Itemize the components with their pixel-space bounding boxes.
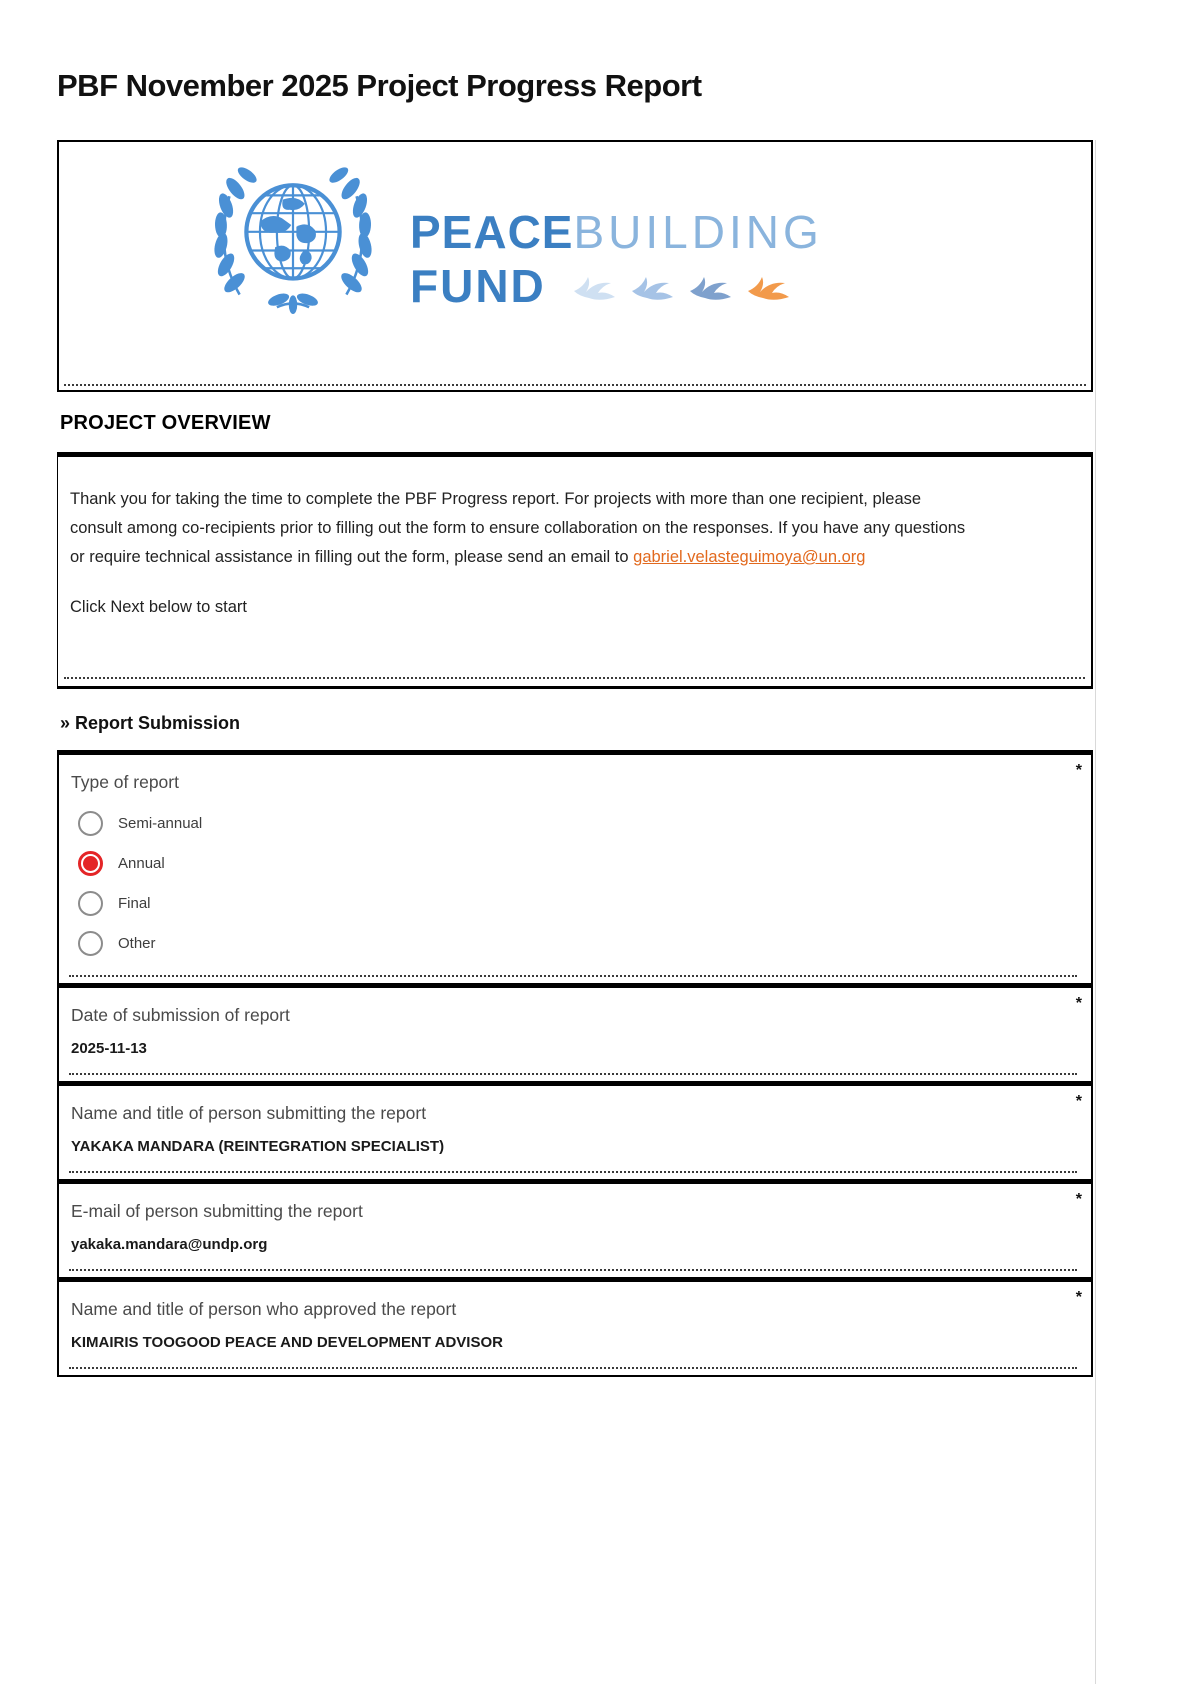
required-asterisk: * (1075, 1093, 1082, 1110)
logo-wordmark (410, 179, 823, 311)
dove-orange-icon (744, 268, 790, 304)
radio-option-semi-annual[interactable] (71, 803, 1077, 843)
radio-option-annual[interactable] (71, 843, 1077, 883)
required-asterisk: * (1075, 995, 1082, 1012)
section-heading-report-submission: » Report Submission (60, 713, 241, 733)
page-title: PBF November 2025 Project Progress Report (57, 68, 702, 103)
project-overview-heading: PROJECT OVERVIEW (60, 412, 271, 434)
dove-medium-blue-icon (628, 268, 674, 304)
un-emblem-icon (204, 152, 382, 337)
radio-group-type-of-report (71, 803, 1077, 963)
question-label: Name and title of person submitting the report (71, 1103, 427, 1123)
question-label: Name and title of person who approved the report (71, 1299, 457, 1319)
question-label: Date of submission of report (71, 1005, 290, 1025)
question-approver-name-title (59, 1277, 1091, 1377)
radio-label: Other (118, 934, 156, 952)
overview-intro-body: Thank you for taking the time to complete the PBF Progress report. For projects with more than one recipient, please consult among co-recipients prior to filling out the form to ensure collaboration on the responses. If you have any questions or require technical assistance in filling out the form, please send an email to (70, 490, 966, 566)
question-label: E-mail of person submitting the report (71, 1201, 363, 1221)
logo-word-building: BUILDING (573, 205, 823, 258)
radio-label: Final (118, 894, 151, 912)
click-next-hint: Click Next below to start (70, 598, 247, 616)
question-dotted-divider (69, 975, 1077, 977)
question-label: Type of report (71, 772, 179, 792)
question-dotted-divider (69, 1171, 1077, 1173)
required-asterisk: * (1075, 762, 1082, 779)
answer-date-of-submission: 2025-11-13 (71, 1040, 147, 1057)
radio-final-icon[interactable] (78, 891, 103, 916)
answer-approver-name-title: KIMAIRIS TOOGOOD PEACE AND DEVELOPMENT ADVISOR (71, 1334, 503, 1351)
overview-intro-text (70, 485, 975, 572)
dove-icons (570, 268, 790, 304)
logo-box-dotted-divider (64, 384, 1086, 386)
question-date-of-submission (59, 983, 1091, 1075)
radio-option-final[interactable] (71, 883, 1077, 923)
answer-submitter-email: yakaka.mandara@undp.org (71, 1236, 268, 1253)
question-dotted-divider (69, 1269, 1077, 1271)
question-submitter-email (59, 1179, 1091, 1271)
question-dotted-divider (69, 1073, 1077, 1075)
overview-box-dotted-divider (64, 677, 1085, 679)
radio-semi-annual-icon[interactable] (78, 811, 103, 836)
radio-label: Annual (118, 854, 165, 872)
required-asterisk: * (1075, 1191, 1082, 1208)
question-dotted-divider (69, 1367, 1077, 1369)
dove-dark-blue-icon (686, 268, 732, 304)
form-container-right-border (1095, 140, 1096, 1684)
question-type-of-report (59, 750, 1091, 977)
radio-option-other[interactable] (71, 923, 1077, 963)
peacebuilding-fund-logo (204, 152, 823, 337)
question-blocks (57, 750, 1093, 1377)
radio-annual-selected-icon[interactable] (78, 851, 103, 876)
logo-word-fund: FUND (410, 259, 546, 312)
support-email-link[interactable]: gabriel.velasteguimoya@un.org (633, 548, 866, 566)
project-overview-box (57, 452, 1093, 689)
radio-label: Semi-annual (118, 814, 203, 832)
radio-other-icon[interactable] (78, 931, 103, 956)
logo-word-peace: PEACE (410, 205, 574, 258)
dove-light-blue-icon (570, 268, 616, 304)
answer-submitter-name-title: YAKAKA MANDARA (REINTEGRATION SPECIALIST) (71, 1138, 445, 1155)
required-asterisk: * (1075, 1289, 1082, 1306)
question-submitter-name-title (59, 1081, 1091, 1173)
logo-box (57, 140, 1093, 392)
